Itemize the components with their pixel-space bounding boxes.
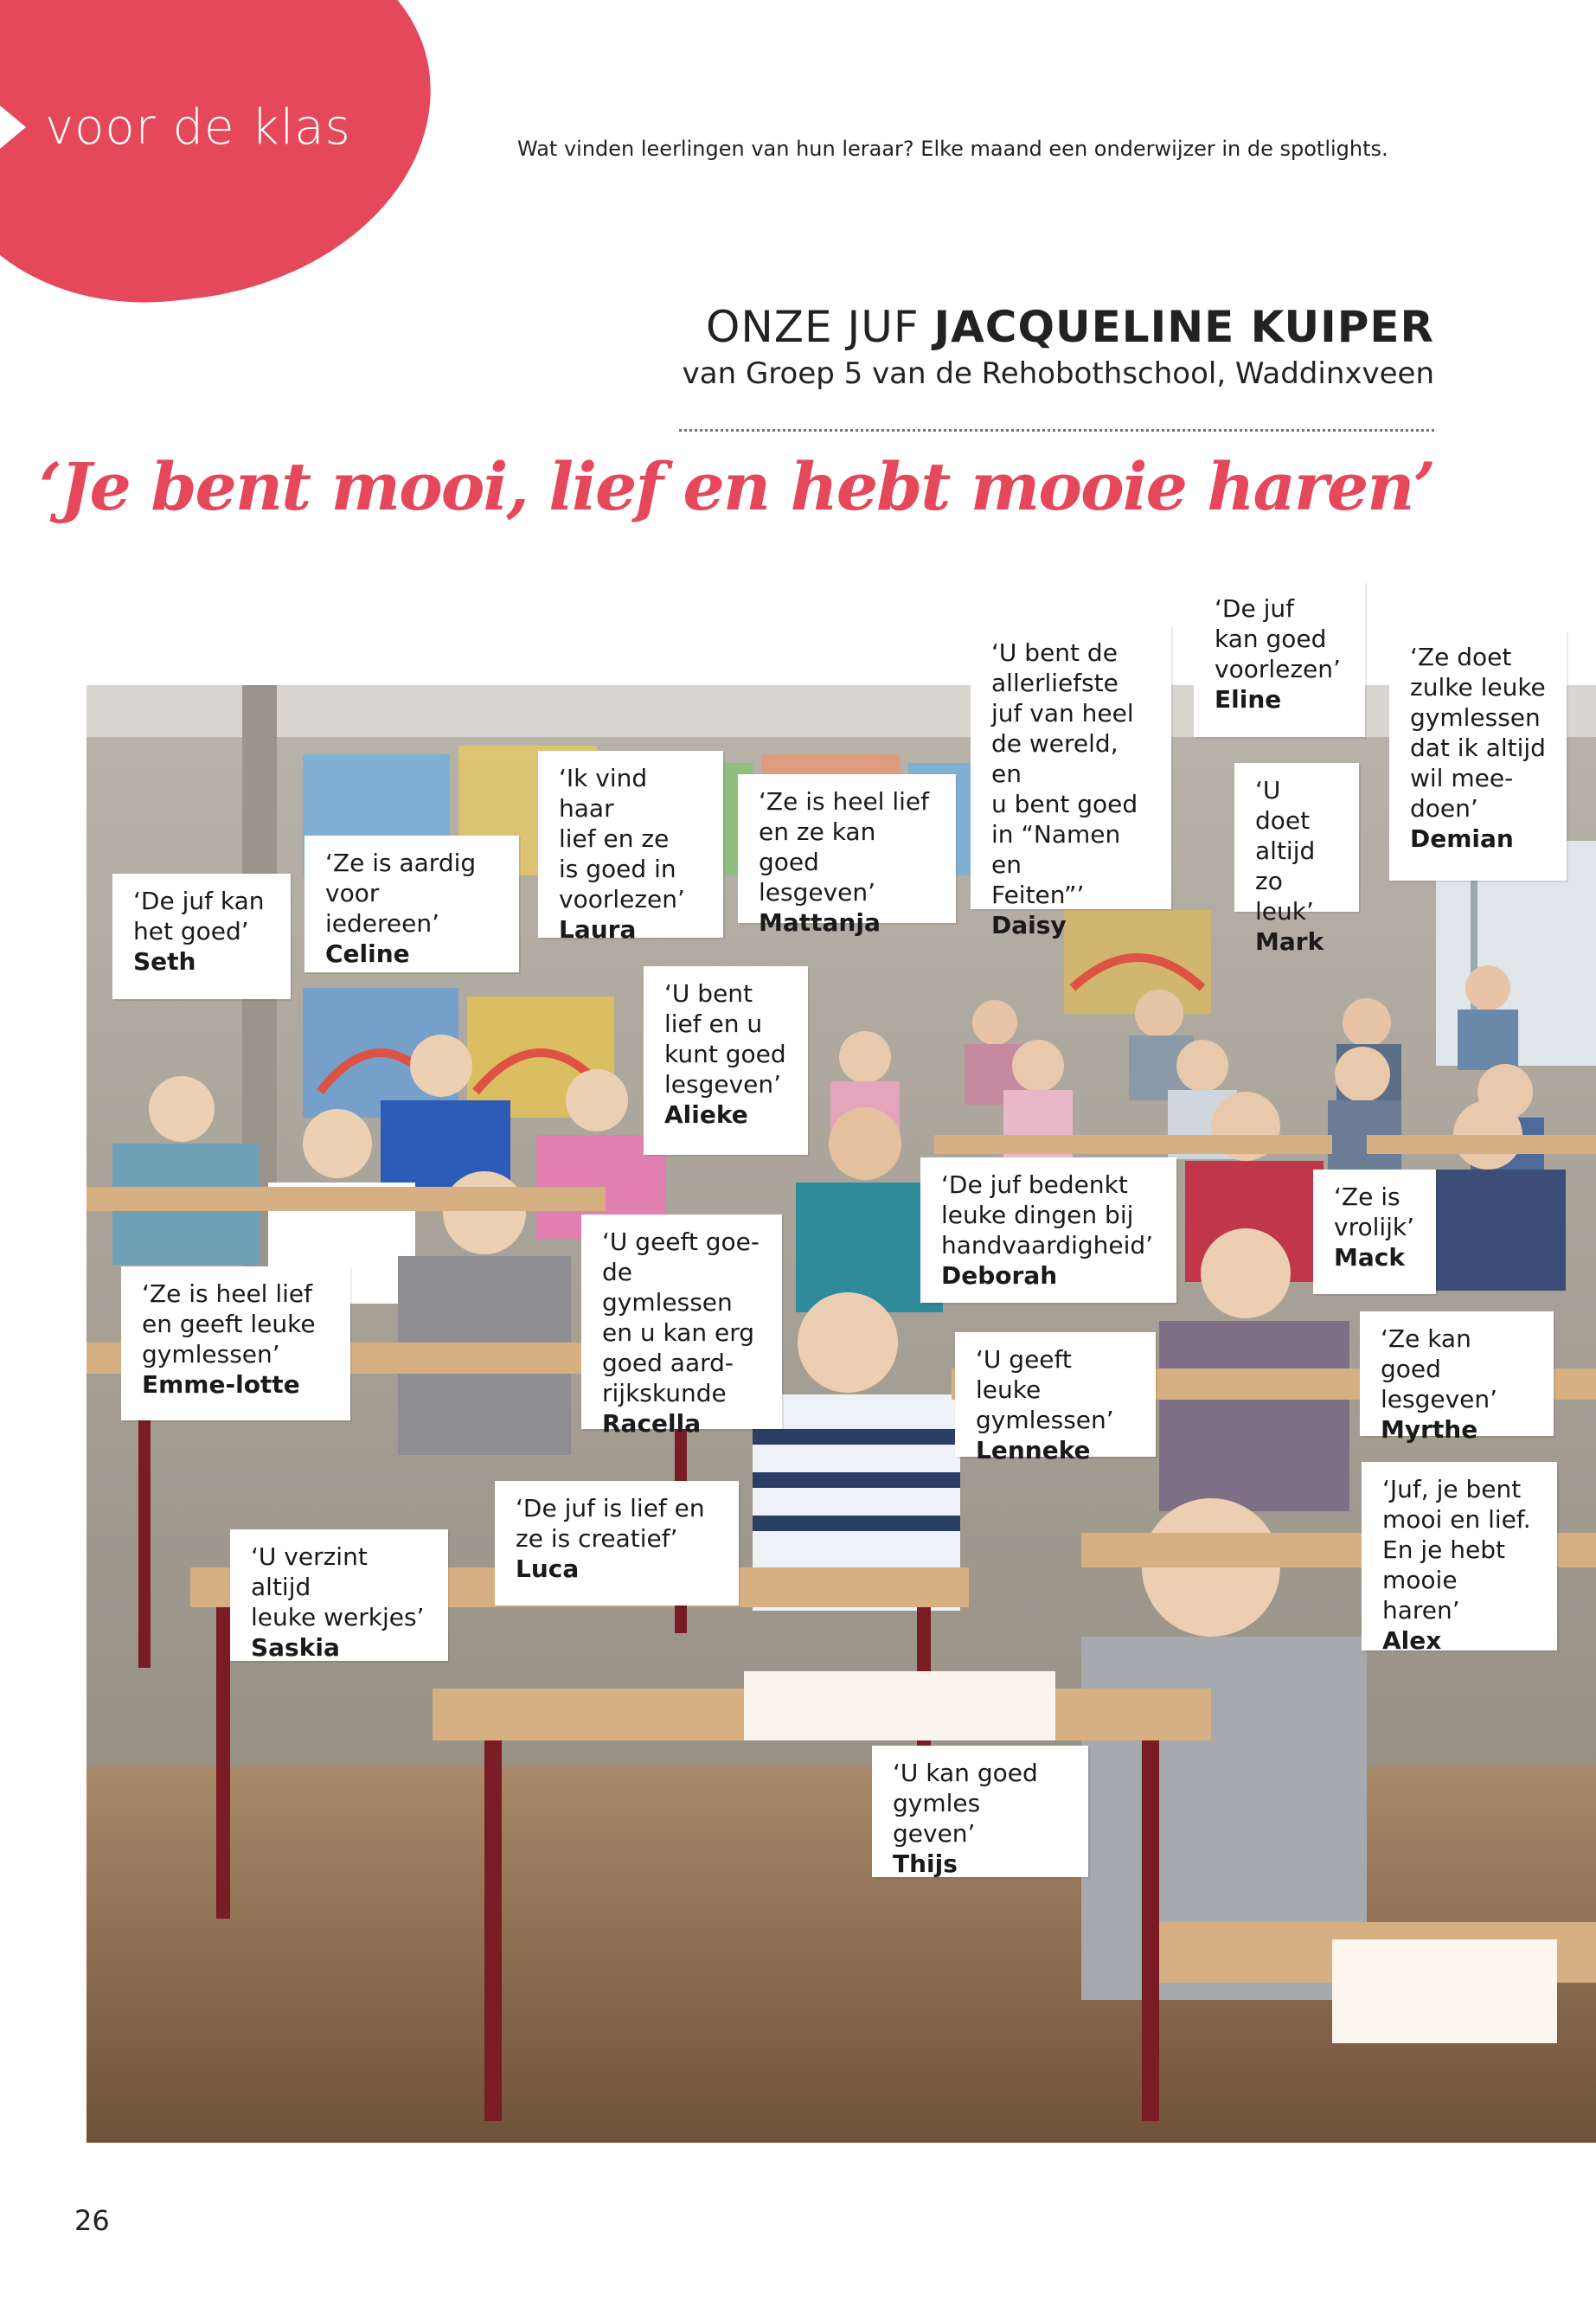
- student-name: Demian: [1410, 824, 1514, 853]
- heading-sub-prefix: van: [682, 356, 746, 391]
- quote-text: ‘De juf kan goed voorlezen’: [1215, 594, 1341, 683]
- student-name: Alieke: [664, 1100, 748, 1129]
- section-label: voor de klas: [45, 99, 351, 156]
- student-name: Deborah: [941, 1261, 1058, 1290]
- speech-bubble: [112, 874, 291, 999]
- speech-bubble: [538, 751, 723, 944]
- student-name: Thijs: [893, 1849, 958, 1878]
- quote-text: ‘Ze is heel lief en geeft leuke gymlessen’: [142, 1279, 316, 1368]
- quote-text: ‘Ik vind haar lief en ze is goed in voorlezen’: [559, 764, 685, 913]
- student-name: Racella: [602, 1409, 702, 1438]
- speech-bubble: [1313, 1170, 1436, 1294]
- speech-bubble: [121, 1266, 350, 1420]
- school-info: Groep 5 van de Rehobothschool, Waddinxveen: [745, 356, 1434, 391]
- headline-quote: ‘Je bent mooi, lief en hebt mooie haren’: [39, 448, 1434, 525]
- student-name: Laura: [559, 915, 637, 944]
- student-name: Emme-lotte: [142, 1370, 300, 1399]
- quote-text: ‘Ze kan goed lesgeven’: [1381, 1324, 1498, 1413]
- quote-text: ‘U geeft leuke gymlessen’: [976, 1345, 1114, 1434]
- speech-bubble: [872, 1746, 1088, 1877]
- speech-bubble: [644, 966, 808, 1155]
- speech-bubble: [738, 774, 956, 937]
- quote-text: ‘De juf kan het goed’: [133, 887, 265, 945]
- quote-text: ‘De juf is lief en ze is creatief’: [516, 1494, 705, 1553]
- student-name: Saskia: [251, 1633, 340, 1662]
- student-name: Alex: [1382, 1626, 1442, 1655]
- quote-text: ‘De juf bedenkt leuke dingen bij handvaardigheid’: [941, 1170, 1154, 1259]
- student-name: Celine: [325, 939, 410, 968]
- speech-bubble: [1389, 630, 1567, 881]
- teacher-name: JACQUELINE KUIPER: [933, 302, 1434, 352]
- speech-bubble: [1360, 1311, 1554, 1444]
- student-name: Myrthe: [1381, 1415, 1478, 1444]
- speech-bubble: [971, 625, 1171, 939]
- quote-text: ‘Ze is heel lief en ze kan goed lesgeven’: [759, 787, 929, 907]
- quote-text: ‘U verzint altijd leuke werkjes’: [251, 1542, 425, 1631]
- student-name: Mattanja: [759, 908, 881, 937]
- speech-bubble: [1194, 581, 1365, 737]
- speech-bubble: [495, 1481, 739, 1606]
- student-name: Mack: [1334, 1243, 1405, 1272]
- quote-text: ‘U geeft goe- de gymlessen en u kan erg goed aard- rijkskunde: [602, 1227, 760, 1407]
- quote-text: ‘U bent lief en u kunt goed lesgeven’: [664, 979, 786, 1099]
- student-name: Eline: [1215, 685, 1282, 714]
- quote-text: ‘Ze is vrolijk’: [1334, 1183, 1415, 1241]
- speech-bubble: [230, 1529, 448, 1661]
- student-name: Seth: [133, 947, 196, 976]
- speech-bubble: [955, 1332, 1156, 1465]
- quote-text: ‘Juf, je bent mooi en lief. En je hebt mooie haren’: [1382, 1475, 1531, 1625]
- quote-text: ‘U kan goed gymles geven’: [893, 1759, 1038, 1848]
- quote-text: ‘Ze is aardig voor iedereen’: [325, 849, 477, 938]
- quote-text: ‘U doet altijd zo leuk’: [1255, 776, 1316, 926]
- speech-bubble: [304, 836, 519, 972]
- heading-prefix: ONZE JUF: [706, 302, 934, 352]
- intro-text: Wat vinden leerlingen van hun leraar? Elke maand een onderwijzer in de spotlights.: [517, 137, 1388, 161]
- student-name: Mark: [1255, 927, 1324, 956]
- student-name: Luca: [516, 1554, 580, 1583]
- speech-bubble: [1362, 1462, 1557, 1655]
- page-number: 26: [74, 2204, 110, 2237]
- student-name: Lenneke: [976, 1436, 1091, 1465]
- student-name: Daisy: [991, 911, 1067, 939]
- speech-bubble: [581, 1215, 782, 1438]
- speech-bubble: [920, 1157, 1176, 1303]
- speech-bubble: [1234, 763, 1359, 956]
- quote-text: ‘Ze doet zulke leuke gymlessen dat ik altijd wil mee- doen’: [1410, 643, 1546, 823]
- quote-text: ‘U bent de allerliefste juf van heel de wereld, en u bent goed in “Namen en Feiten”’: [991, 638, 1138, 909]
